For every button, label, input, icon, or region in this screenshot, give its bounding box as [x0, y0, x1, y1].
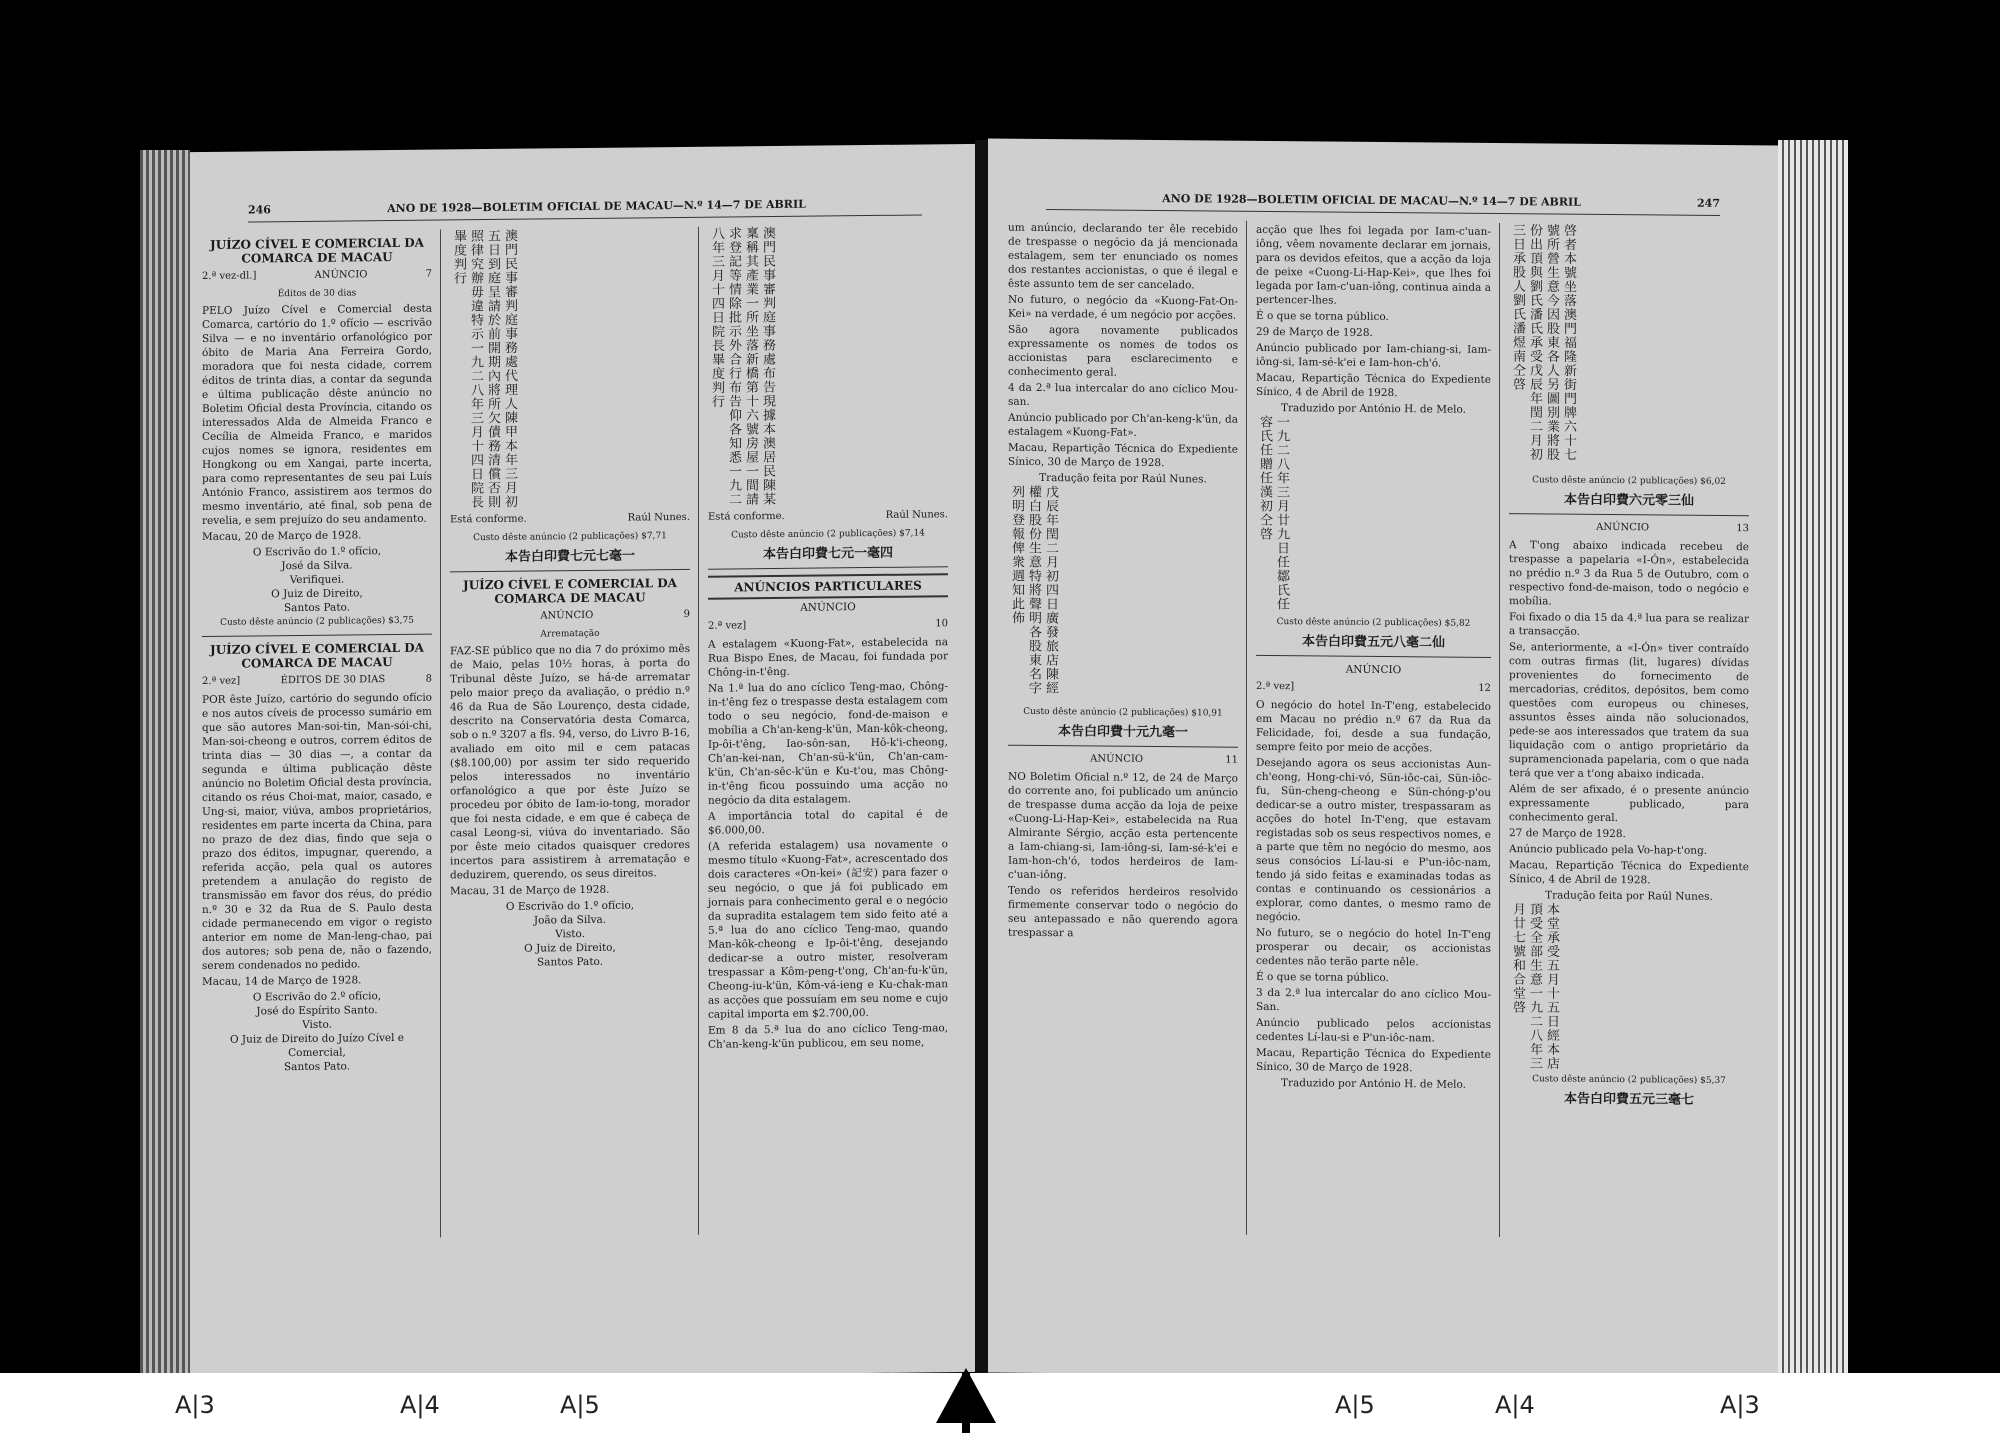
left-column-2 — [450, 227, 690, 1248]
date-line: Macau, 20 de Março de 1928. — [202, 529, 362, 544]
announcement-label: ANÚNCIO — [1090, 753, 1144, 765]
cost-line: Custo dêste anúncio (2 publicações) $3,75 — [220, 615, 414, 628]
frame-marker: A|3 — [1720, 1391, 1760, 1419]
announcement-body: Foi fixado o dia 15 da 4.ª lua para se realizar a transacção. — [1509, 611, 1749, 638]
announcement-body: A estalagem «Kuong-Fat», estabelecida na Rua Bispo Enes, de Macau, foi fundada por Chông-in-t'êng. — [708, 636, 948, 679]
header-title: ANO DE 1928—BOLETIM OFICIAL DE MACAU—N.º 14—7 DE ABRIL — [387, 197, 806, 216]
cost-line: Custo dêste anúncio (2 publicações) $7,14 — [731, 528, 925, 541]
book-edge-left — [140, 150, 190, 1375]
announcement-label: ANÚNCIO — [800, 601, 856, 614]
translator-line: Tradução feita por Raúl Nunes. — [1039, 471, 1207, 486]
chinese-cost-line: 本告白印費十元九毫一 — [1057, 724, 1188, 741]
announcement-body: A importância total do capital é de $6.000,00. — [708, 808, 948, 837]
judge-name: Santos Pato. — [283, 1060, 351, 1074]
announcement-body: Anúncio publicado pelos accionistas cedentes Lí-lau-si e P'un-iôc-nam. — [1256, 1016, 1491, 1045]
announcement-body: Anúncio publicado pela Vo-hap-t'ong. — [1509, 843, 1708, 857]
chinese-cost-line: 本告白印費七元一毫四 — [762, 545, 893, 563]
cost-line: Custo dêste anúncio (2 publicações) $7,71 — [473, 531, 667, 544]
translator-line: Traduzido por António H. de Melo. — [1280, 1077, 1466, 1091]
date-line: Macau, 31 de Março de 1928. — [450, 883, 610, 898]
announcement-body: 3 da 2.ª lua intercalar do ano cíclico Mou-San. — [1256, 986, 1491, 1014]
page-number: 247 — [1697, 196, 1720, 210]
page-header-right — [1046, 191, 1720, 216]
announcement-number: 8 — [425, 673, 432, 685]
chinese-cost-line: 本告白印費五元三毫七 — [1563, 1091, 1694, 1108]
judge-name: Santos Pato. — [283, 601, 351, 615]
edition-label: 2.ª vez-dl.] — [202, 270, 257, 283]
frame-marker: A|3 — [175, 1391, 215, 1419]
right-column-2 — [1256, 221, 1491, 1247]
subtitle: Éditos de 30 dias — [277, 288, 357, 300]
chinese-notice: 戊辰年閏二月初四日廣發旅店陳經權白股份生意特將聲明各股東名字列明登報俾衆週知此佈 — [1009, 484, 1058, 696]
visto-label: Visto. — [302, 1018, 332, 1031]
announcement-body: Anúncio publicado por Iam-chiang-si, Iam-iông-si, Iam-sé-k'ei e Iam-hon-ch'ó. — [1256, 341, 1491, 370]
judge-title: O Juiz de Direito, — [524, 941, 616, 955]
frame-marker: A|4 — [400, 1391, 440, 1419]
announcement-body: 4 da 2.ª lua intercalar do ano cíclico Mou-san. — [1008, 381, 1238, 408]
announcement-label: ANÚNCIO — [540, 609, 594, 622]
left-column-3 — [708, 224, 948, 1245]
date-line: Macau, 14 de Março de 1928. — [202, 974, 362, 989]
book-edge-right — [1778, 140, 1848, 1380]
edition-label: 2.ª vez] — [202, 675, 241, 688]
cost-line: Custo dêste anúncio (2 publicações) $5,82 — [1276, 617, 1471, 629]
announcement-body: Anúncio publicado por Ch'an-keng-k'ün, da estalagem «Kuong-Fat». — [1008, 411, 1238, 439]
frame-marker: A|5 — [560, 1391, 600, 1419]
announcement-body: Macau, Repartição Técnica do Expediente Sínico, 4 de Abril de 1928. — [1509, 859, 1749, 887]
judge-title: O Juiz de Direito, — [271, 587, 363, 601]
page-number: 246 — [248, 203, 271, 217]
chinese-notice: 啓者本號坐落澳門福隆新街門牌六十七號所營生意今因股東各人另圖別業將股份出頂與劉氏潘氏承受戊辰年閏二月初三日承股人劉氏潘煜南仝啓 — [1510, 223, 1576, 462]
chinese-cost-line: 本告白印費七元七毫一 — [504, 548, 635, 565]
announcement-number: 12 — [1478, 682, 1491, 694]
chinese-cost-line: 本告白印費六元零三仙 — [1563, 492, 1694, 509]
conform-name: Raúl Nunes. — [885, 509, 948, 521]
signature-title: O Escrivão do 2.º ofício, — [252, 990, 382, 1004]
judge-title: O Juiz de Direito do Juízo Cível e Comercial, — [229, 1031, 404, 1060]
signature-name: José do Espírito Santo. — [256, 1004, 378, 1018]
visto-label: Visto. — [555, 928, 585, 941]
right-page — [988, 139, 1778, 1380]
right-column-1 — [1008, 219, 1238, 1245]
announcement-body: No futuro, se o negócio do hotel In-T'eng prosperar ou decair, os accionistas cedentes não terão parte nêle. — [1256, 926, 1491, 969]
signature-title: O Escrivão do 1.º ofício, — [252, 545, 382, 559]
edition-label: 2.ª vez] — [708, 620, 747, 632]
announcement-body: Macau, Repartição Técnica do Expediente Sínico, 30 de Março de 1928. — [1008, 441, 1238, 470]
verified-label: Verifiquei. — [289, 573, 345, 587]
announcement-body: (A referida estalagem) usa novamente o mesmo título «Kuong-Fat», acrescentado dos dois caracteres «On-kei» (記安) para fazer o seu negócio, o que já foi publicado em jornais para conhecimento geral e o negócio da supradita estalagem tem sido feito até a 5.ª lua do ano cíclico Teng-mao, quando Man-kôk-cheong e Ip-ôi-t'êng, desejando dedicar-se a outro mister, resolveram trespassar a Kôm-peng-t'ong, Ch'an-fu-k'ün, Cheong-iu-k'ün, Kôm-vá-ieng e Ku-chak-man as acções que possuíam em seu nome e cujo capital importa em $2.700,00. — [708, 838, 948, 1021]
announcement-number: 13 — [1736, 523, 1749, 535]
court-title: JUÍZO CÍVEL E COMERCIAL DA COMARCA DE MACAU — [210, 235, 424, 266]
translator-line: Tradução feita por Raúl Nunes. — [1545, 889, 1713, 903]
signature-name: José da Silva. — [281, 559, 353, 573]
announcement-number: 10 — [935, 618, 948, 630]
chinese-notice: 澳門民事審判庭事務處布告現據本澳居民陳某稟稱其產業一所坐落新橋第十六號房屋一間請求登記等情除批示外合行布告仰各知悉一九二八年三月十四日院長畢度判行 — [709, 226, 775, 507]
chinese-notice: 一九二八年三月廿九日任鄒氏任容氏任贈任漢初仝啓 — [1257, 414, 1289, 612]
conform-name: Raúl Nunes. — [627, 511, 690, 524]
announcement-label: ANÚNCIO — [314, 269, 368, 281]
court-title: JUÍZO CÍVEL E COMERCIAL DA COMARCA DE MACAU — [463, 576, 677, 606]
announcement-body: PELO Juízo Cível e Comercial desta Comarca, cartório do 1.º ofício — escrivão Silva — e no inventário orfanológico por óbito de Maria Ana Ferreira Gordo, moradora que foi nesta cidade, correm éditos de trinta dias, a contar da segunda e última publicação dêste anúncio no Boletim Oficial desta Província, citando os interessados Alda de Almeida Franco e Cecília de Almeida Franco, e maridos cujos nomes se ignora, residentes em Hongkong ou em Xangai, parte incerta, para como representantes de seu pai Luís António Franco, assistirem aos termos do mesmo inventário, até final, sob pena de revelia, e sem prejuízo do seu andamento. — [202, 302, 432, 528]
announcement-body: São agora novamente publicados expressamente os nomes de todos os accionistas para esclarecimento e conhecimento geral. — [1008, 323, 1238, 379]
announcement-label: ANÚNCIO — [1596, 521, 1650, 534]
chinese-cost-line: 本告白印費五元八毫二仙 — [1301, 634, 1445, 651]
announcement-body: Macau, Repartição Técnica do Expediente Sínico, 4 de Abril de 1928. — [1256, 371, 1491, 400]
announcement-body: POR êste Juízo, cartório do segundo ofício e nos autos cíveis de processo sumário em que são autores Man-soi-tin, Man-sói-chi, Man-soi-cheong e outros, correm éditos de trinta dias — 30 dias —, a contar da segunda e última publicação dêste anúncio no Boletim Oficial desta província, citando os réus Choi-mat, maior, casado, e Ung-si, maior, viúva, ambos proprietários, residentes em parte incerta da China, para no prazo de dez dias, findo que seja o prazo dos éditos, impugnar, querendo, a referida acção, pela qual os autores pretendem a anulação do registo de transmissão em favor dos réus, do prédio n.º 30 e 32 da Rua de S. Paulo desta cidade permanecendo em vigor o registo anterior em nome de Man-leng-chao, pai dos autores; sob pena de, não o fazendo, serem condenados no pedido. — [202, 691, 432, 973]
announcement-number: 11 — [1225, 754, 1238, 766]
announcement-label: ÉDITOS DE 30 DIAS — [280, 674, 386, 687]
frame-marker: A|5 — [1335, 1391, 1375, 1419]
announcement-body: Se, anteriormente, a «I-Ón» tiver contraído com outras firmas (lit, lugares) dívidas provenientes do fornecimento de mercadorias, créditos, depósitos, bem como questões com europeus ou chineses, assuntos êsses ainda não solucionados, pede-se aos interessados que tratem da sua liquidação com o antigo proprietário da supramencionada papelaria, com o que nada terá que ver a t'ong abaixo indicada. — [1509, 641, 1749, 781]
section-title: ANÚNCIOS PARTICULARES — [708, 573, 948, 600]
signature-name: João da Silva. — [533, 913, 607, 927]
announcement-body: No futuro, o negócio da «Kuong-Fat-On-Kei» na verdade, é um negócio por acções. — [1008, 293, 1238, 322]
announcement-body: Na 1.ª lua do ano cíclico Teng-mao, Chông-in-t'êng fez o trespasse desta estalagem com todo o seu negócio, fond-de-maison e mobília a Ch'an-keng-k'ün, Man-kôk-cheong, Ip-ôi-t'êng, Iao-sôn-san, Hô-k'i-cheong, Ch'an-kei-nan, Ch'an-sü-k'ün, Ch'an-cam-k'ün, Ch'an-sêc-k'ün e Ku-t'ou, mas Chông-in-t'êng ficou possuindo uma acção no negócio da dita estalagem. — [708, 680, 948, 807]
announcement-body: NO Boletim Oficial n.º 12, de 24 de Março do corrente ano, foi publicado um anúncio de trespasse duma acção da loja de peixe «Cuong-Li-Hap-Kei», estabelecida na Rua Almirante Sérgio, acção esta pertencente a Iam-chiang-si, Iam-iông-si, Iam-sé-k'ei e Iam-hon-ch'ó, todos herdeiros de Iam-c'uan-iông. — [1008, 770, 1238, 882]
cost-line: Custo dêste anúncio (2 publicações) $5,37 — [1532, 1074, 1726, 1086]
announcement-body: A T'ong abaixo indicada recebeu de trespasse a papelaria «I-Ón», estabelecida no prédio n.º 3 da Rua 5 de Outubro, com o respectivo fond-de-maison, todo o negócio e mobília. — [1509, 539, 1749, 608]
announcement-body: Tendo os referidos herdeiros resolvido firmemente conservar todo o negócio do seu antepassado e não querendo agora trespassar a — [1008, 884, 1238, 940]
announcement-body: O negócio do hotel In-T'eng, estabelecido em Macau no prédio n.º 67 da Rua da Felicidade, foi, desde a sua fundação, sempre feito por meio de acções. — [1256, 698, 1491, 755]
announcement-body: FAZ-SE público que no dia 7 do próximo mês de Maio, pelas 10½ horas, à porta do Tribunal dêste Juízo, se há-de arrematar pelo maior preço da avaliação, o prédio n.º 46 da Rua de São Lourenço, desta cidade, descrito na Conservatória desta Comarca, sob o n.º 3207 a fls. 94, verso, do Livro B-16, avaliado em oito mil e cem patacas ($8.100,00) por assim ter sido requerido pelos interessados no inventário orfanológico a que por êste Juízo se procedeu por óbito de Iam-io-tong, morador que foi nesta cidade, e em que é cabeça de casal Leong-si, viúva do inventariado. São por êste meio citados quaisquer credores incertos para assistirem à arrematação e deduzirem, querendo, os seus direitos. — [450, 642, 690, 882]
announcement-body: Além de ser afixado, é o presente anúncio expressamente publicado, para conhecimento geral. — [1509, 783, 1749, 825]
signature-title: O Escrivão do 1.º ofício, — [505, 899, 635, 913]
announcement-body: 29 de Março de 1928. — [1256, 325, 1373, 339]
chinese-notice: 本堂承受五月十五日經本店頂受全部生意一九二八年三月廿七號和合堂啓 — [1510, 902, 1559, 1071]
cost-line: Custo dêste anúncio (2 publicações) $10,91 — [1023, 706, 1223, 719]
cost-line: Custo dêste anúncio (2 publicações) $6,02 — [1532, 475, 1726, 487]
chinese-notice: 澳門民事審判庭事務處代理人陳甲本年三月初五日到庭呈請於前開期內將所欠債務清償否則照律究辦毋違特示一九二八年三月十四日院長畢度判行 — [451, 228, 517, 510]
conform-label: Está conforme. — [708, 510, 785, 523]
translator-line: Traduzido por António H. de Melo. — [1280, 402, 1466, 416]
announcement-body: Desejando agora os seus accionistas Aun-ch'eong, Hong-chi-vó, Sün-iôc-cai, Sün-iôc-fu, Sün-cheng-cheong e Sün-chóng-p'ou dedicar-se a outro mister, trespassaram as acções do hotel In-T'eng, que estavam registadas sob os seus respectivos nomes, e a parte que têm no negócio do mesmo, aos seus consócios Lí-lau-si e P'un-iôc-nam, tendo já sido feitas e examinadas todas as contas e continuando os cessionários a explorar, como dantes, o mesmo ramo de negócio. — [1256, 756, 1491, 924]
announcement-number: 9 — [683, 608, 690, 620]
announcement-body: É o que se torna público. — [1256, 309, 1389, 324]
announcement-body: acção que lhes foi legada por Iam-c'uan-iông, vêem novamente declarar em jornais, para os devidos efeitos, que a acção da loja de peixe «Cuong-Li-Hap-Kei», que lhes foi legada por Iam-c'uan-iông, continua ainda a pertencer-lhes. — [1256, 223, 1491, 307]
right-column-3 — [1509, 223, 1749, 1249]
page-header-left — [248, 196, 922, 222]
announcement-body: 27 de Março de 1928. — [1509, 827, 1626, 841]
subtitle: Arrematação — [540, 628, 600, 640]
edition-label: 2.ª vez] — [1256, 680, 1295, 693]
announcement-body: É o que se torna público. — [1256, 970, 1389, 985]
announcement-body: Macau, Repartição Técnica do Expediente Sínico, 30 de Março de 1928. — [1256, 1046, 1491, 1075]
announcement-label: ANÚNCIO — [1345, 663, 1402, 677]
header-title: ANO DE 1928—BOLETIM OFICIAL DE MACAU—N.º 14—7 DE ABRIL — [1162, 192, 1581, 209]
court-title: JUÍZO CÍVEL E COMERCIAL DA COMARCA DE MACAU — [210, 640, 424, 671]
frame-marker: A|4 — [1495, 1391, 1535, 1419]
left-page — [190, 144, 980, 1380]
left-column-1 — [202, 230, 432, 1250]
microfilm-strip — [0, 1373, 2000, 1433]
conform-label: Está conforme. — [450, 513, 527, 526]
announcement-number: 7 — [425, 268, 432, 280]
announcement-body: Em 8 da 5.ª lua do ano cíclico Teng-mao, Ch'an-keng-k'ün publicou, em seu nome, — [708, 1022, 948, 1051]
announcement-body: um anúncio, declarando ter êle recebido de trespasse o negócio da já mencionada estalagem, sem ter enunciado os nomes dos restantes accionistas, o que é ilegal e êste assunto tem de ser cancelado. — [1008, 221, 1238, 292]
judge-name: Santos Pato. — [536, 955, 604, 969]
